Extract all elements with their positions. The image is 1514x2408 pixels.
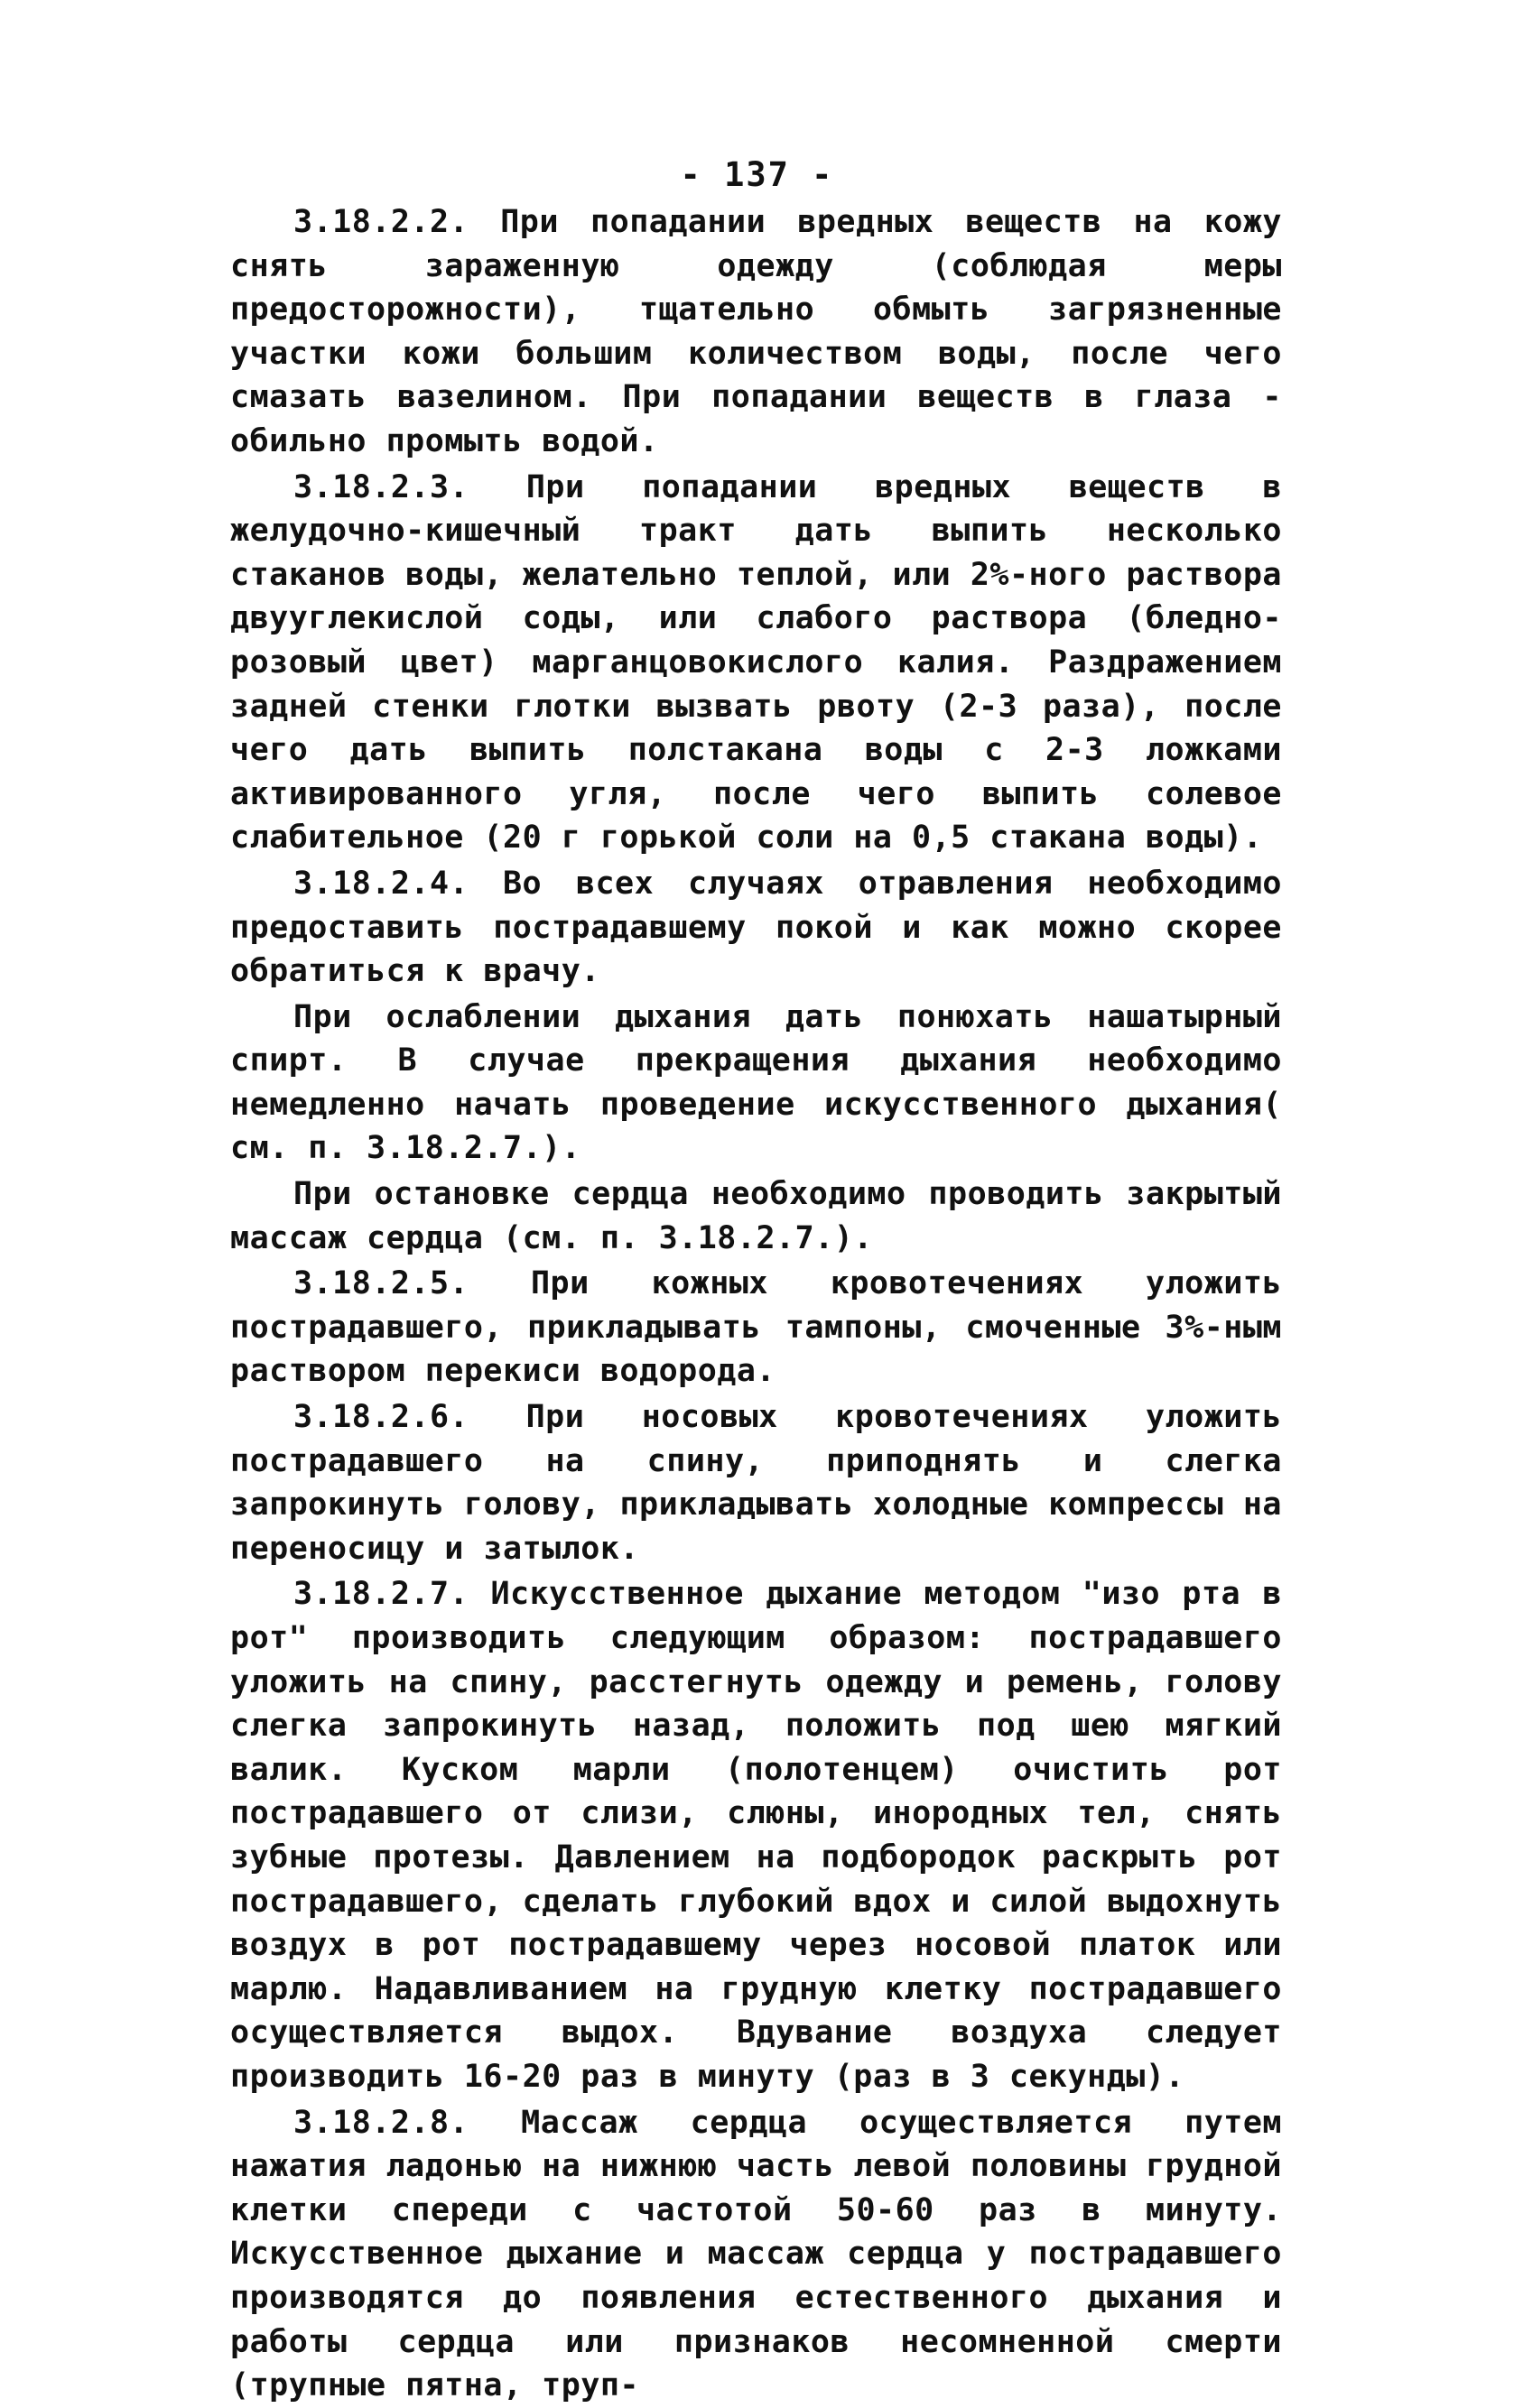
paragraph-cardiac-arrest: При остановке сердца необходимо проводить закрытый массаж сердца (см. п. 3.18.2.7.). — [230, 1176, 1282, 1256]
paragraph-3-18-2-4: 3.18.2.4. Во всех случаях отравления необходимо предоставить пострадавшему покой и как можно скорее обратиться к врачу. — [230, 865, 1282, 990]
paragraph-3-18-2-3: 3.18.2.3. При попадании вредных веществ в желудочно-кишечный тракт дать выпить несколько стаканов воды, желательно теплой, или 2%-ного раствора двууглекислой соды, или слабого раствора (бледно-розовый цвет) марганцовокислого калия. Раздражением задней стенки глотки вызвать рвоту (2-3 раза), после чего дать выпить полстакана воды с 2-3 ложками активированного угля, после чего выпить солевое слабительное (20 г горькой соли на 0,5 стакана воды). — [230, 468, 1282, 857]
page-number: - 137 - — [680, 155, 834, 194]
paragraph-weak-breathing: При ослаблении дыхания дать понюхать нашатырный спирт. В случае прекращения дыхания необходимо немедленно начать проведение искусственного дыхания( см. п. 3.18.2.7.). — [230, 998, 1282, 1167]
paragraph-3-18-2-2: 3.18.2.2. При попадании вредных веществ на кожу снять зараженную одежду (соблюдая меры предосторожности), тщательно обмыть загрязненные участки кожи большим количеством воды, после чего смазать вазелином. При попадании веществ в глаза - обильно промыть водой. — [230, 204, 1282, 459]
body-text — [230, 200, 1282, 2408]
paragraph-3-18-2-7: 3.18.2.7. Искусственное дыхание методом "изо рта в рот" производить следующим образом: пострадавшего уложить на спину, расстегнуть одежду и ремень, голову слегка запрокинуть назад, положить под шею мягкий валик. Куском марли (полотенцем) очистить рот пострадавшего от слизи, слюны, инородных тел, снять зубные протезы. Давлением на подбородок раскрыть рот пострадавшего, сделать глубокий вдох и силой выдохнуть воздух в рот пострадавшему через носовой платок или марлю. Надавливанием на грудную клетку пострадавшего осуществляется выдох. Вдувание воздуха следует производить 16-20 раз в минуту (раз в 3 секунды). — [230, 1576, 1282, 2095]
paragraph-3-18-2-6: 3.18.2.6. При носовых кровотечениях уложить пострадавшего на спину, приподнять и слегка запрокинуть голову, прикладывать холодные компрессы на переносицу и затылок. — [230, 1399, 1282, 1567]
paragraph-3-18-2-5: 3.18.2.5. При кожных кровотечениях уложить пострадавшего, прикладывать тампоны, смоченные 3%-ным раствором перекиси водорода. — [230, 1265, 1282, 1390]
paragraph-3-18-2-8: 3.18.2.8. Массаж сердца осуществляется путем нажатия ладонью на нижнюю часть левой половины грудной клетки спереди с частотой 50-60 раз в минуту. Искусственное дыхание и массаж сердца у пострадавшего производятся до появления естественного дыхания и работы сердца или признаков несомненной смерти (трупные пятна, труп- — [230, 2104, 1282, 2404]
